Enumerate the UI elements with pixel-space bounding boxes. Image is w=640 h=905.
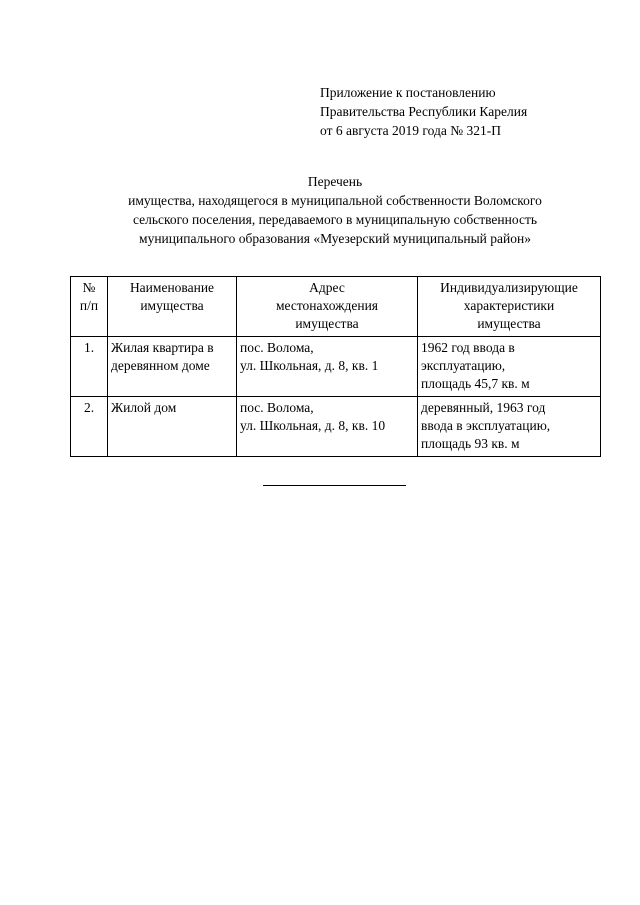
header-number: № п/п [71,277,108,337]
cell-characteristics: деревянный, 1963 год ввода в эксплуатацию, площадь 93 кв. м [418,397,601,457]
property-table [70,276,601,457]
cell-address: пос. Волома, ул. Школьная, д. 8, кв. 10 [237,397,418,457]
document-heading [70,172,600,248]
appendix-line: Правительства Республики Карелия [320,104,528,119]
cell-address: пос. Волома, ул. Школьная, д. 8, кв. 1 [237,337,418,397]
cell-number: 1. [71,337,108,397]
end-divider [263,485,406,486]
heading-line: муниципального образования «Муезерский муниципальный район» [139,231,531,246]
appendix-note [320,83,527,140]
table-row [71,397,601,457]
cell-name: Жилой дом [108,397,237,457]
appendix-line: от 6 августа 2019 года № 321-П [320,123,501,138]
appendix-line: Приложение к постановлению [320,85,496,100]
header-name: Наименование имущества [108,277,237,337]
header-address: Адрес местонахождения имущества [237,277,418,337]
table-header-row [71,277,601,337]
cell-characteristics: 1962 год ввода в эксплуатацию, площадь 45,7 кв. м [418,337,601,397]
heading-title: Перечень [307,174,363,189]
heading-line: сельского поселения, передаваемого в муниципальную собственность [133,212,537,227]
cell-name: Жилая квартира в деревянном доме [108,337,237,397]
header-characteristics: Индивидуализирующие характеристики имущества [418,277,601,337]
cell-number: 2. [71,397,108,457]
heading-line: имущества, находящегося в муниципальной собственности Воломского [128,193,542,208]
table-row [71,337,601,397]
